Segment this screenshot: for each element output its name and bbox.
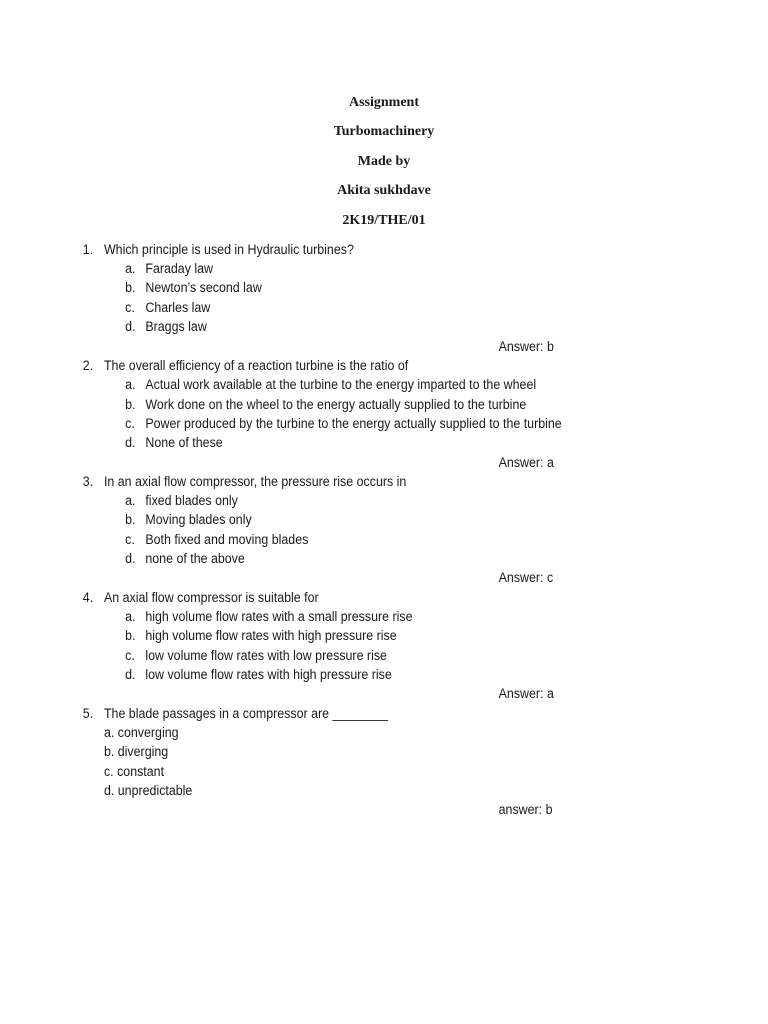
option-letter: c. xyxy=(125,300,135,315)
question-text: The blade passages in a compressor are ________ xyxy=(103,706,388,721)
option-row xyxy=(0,376,707,394)
option-row xyxy=(0,492,707,510)
question-number: 5. xyxy=(82,706,94,721)
question-number: 1. xyxy=(82,242,94,257)
option-text: Braggs law xyxy=(145,319,207,334)
option-text: high volume flow rates with a small pressure rise xyxy=(145,609,413,624)
answer-row xyxy=(0,801,707,819)
answer-row xyxy=(0,338,707,356)
option-letter: d. xyxy=(125,667,136,682)
answer-text: Answer: a xyxy=(498,455,554,470)
option-letter: b. xyxy=(125,280,136,295)
answer-text: Answer: b xyxy=(498,339,554,354)
option-letter: b. xyxy=(125,628,136,643)
question-4 xyxy=(0,589,707,607)
option-row xyxy=(0,550,707,568)
option-letter: d. xyxy=(125,435,136,450)
option-row xyxy=(0,724,707,742)
option-letter: a. xyxy=(125,377,136,392)
option-letter: c. xyxy=(125,416,135,431)
option-text: d. unpredictable xyxy=(103,783,193,798)
option-row xyxy=(0,608,707,626)
option-row xyxy=(0,415,707,433)
option-text: low volume flow rates with low pressure rise xyxy=(145,648,387,663)
assignment-heading: Assignment xyxy=(348,95,419,110)
answer-row xyxy=(0,685,707,703)
answer-text: Answer: a xyxy=(498,686,554,701)
option-row xyxy=(0,763,707,781)
option-letter: d. xyxy=(125,319,136,334)
option-text: Both fixed and moving blades xyxy=(145,532,309,547)
question-text: In an axial flow compressor, the pressure rise occurs in xyxy=(103,474,407,489)
option-text: fixed blades only xyxy=(145,493,238,508)
option-text: Faraday law xyxy=(145,261,214,276)
option-letter: a. xyxy=(125,493,136,508)
option-row xyxy=(0,396,707,414)
answer-text: answer: b xyxy=(498,802,553,817)
option-letter: c. xyxy=(125,532,135,547)
option-text: Work done on the wheel to the energy actually supplied to the turbine xyxy=(145,397,527,412)
question-number: 4. xyxy=(82,590,94,605)
question-text: Which principle is used in Hydraulic turbines? xyxy=(103,242,354,257)
option-text: Moving blades only xyxy=(145,512,252,527)
option-text: Actual work available at the turbine to the energy imparted to the wheel xyxy=(145,377,537,392)
option-letter: a. xyxy=(125,261,136,276)
option-text: b. diverging xyxy=(103,744,169,759)
option-row xyxy=(0,260,707,278)
option-letter: d. xyxy=(125,551,136,566)
option-row xyxy=(0,299,707,317)
option-row xyxy=(0,627,707,645)
option-text: None of these xyxy=(145,435,223,450)
option-text: Power produced by the turbine to the energy actually supplied to the turbine xyxy=(145,416,562,431)
option-text: Charles law xyxy=(145,300,211,315)
option-text: Newton’s second law xyxy=(145,280,262,295)
question-2 xyxy=(0,357,707,375)
question-number: 3. xyxy=(82,474,94,489)
option-row xyxy=(0,279,707,297)
question-text: An axial flow compressor is suitable for xyxy=(103,590,319,605)
option-letter: c. xyxy=(125,648,135,663)
answer-row xyxy=(0,569,707,587)
option-text: none of the above xyxy=(145,551,245,566)
option-row xyxy=(0,318,707,336)
option-letter: b. xyxy=(125,512,136,527)
question-1 xyxy=(0,241,707,259)
made-by-heading: Made by xyxy=(357,154,411,169)
subject-heading: Turbomachinery xyxy=(333,124,435,139)
question-5 xyxy=(0,705,707,723)
option-letter: b. xyxy=(125,397,136,412)
roll-number: 2K19/THE/01 xyxy=(342,213,426,228)
author-name: Akita sukhdave xyxy=(337,183,431,198)
option-row xyxy=(0,743,707,761)
option-text: c. constant xyxy=(103,764,165,779)
option-row xyxy=(0,434,707,452)
option-text: low volume flow rates with high pressure rise xyxy=(145,667,392,682)
answer-row xyxy=(0,454,707,472)
option-row xyxy=(0,531,707,549)
option-row xyxy=(0,666,707,684)
option-row xyxy=(0,647,707,665)
option-row xyxy=(0,782,707,800)
option-letter: a. xyxy=(125,609,136,624)
question-3 xyxy=(0,473,707,491)
option-text: a. converging xyxy=(103,725,179,740)
option-row xyxy=(0,511,707,529)
question-number: 2. xyxy=(82,358,94,373)
answer-text: Answer: c xyxy=(498,570,554,585)
option-text: high volume flow rates with high pressure rise xyxy=(145,628,397,643)
question-text: The overall efficiency of a reaction turbine is the ratio of xyxy=(103,358,409,373)
